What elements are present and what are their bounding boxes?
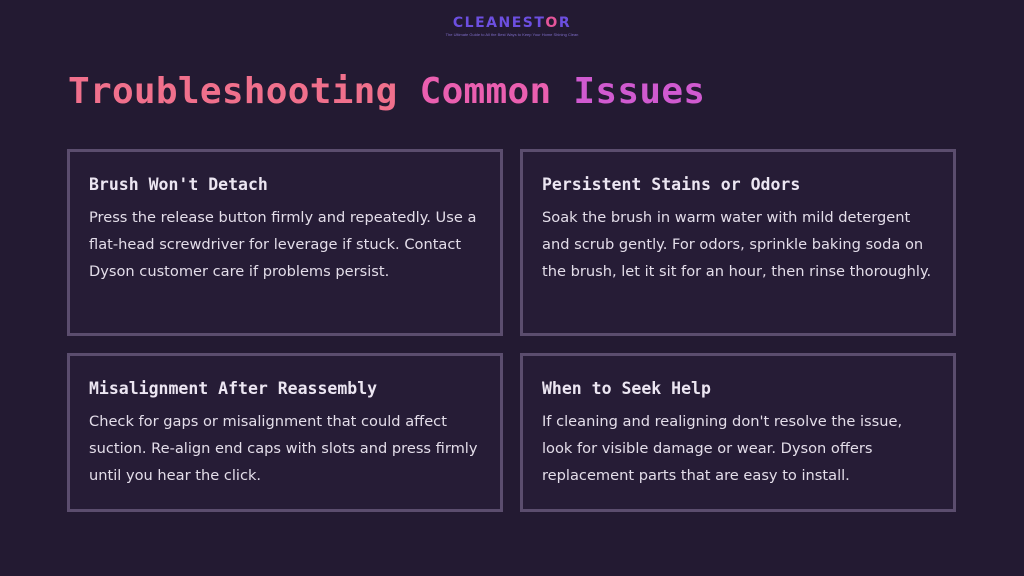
card-seek-help: [520, 353, 956, 512]
card-brush-wont-detach: [67, 149, 503, 336]
card-heading: When to Seek Help: [542, 379, 711, 398]
card-body: Check for gaps or misalignment that could affect suction. Re-align end caps with slots and press firmly until you hear the click.: [89, 413, 478, 484]
logo-part-4: R: [558, 15, 572, 31]
logo-part-3: O: [545, 15, 559, 31]
card-misalignment: [67, 353, 503, 512]
title-word-3: Issues: [573, 71, 706, 112]
card-body: Press the release button firmly and repeatedly. Use a flat-head screwdriver for leverage if stuck. Contact Dyson customer care if problems persist.: [89, 209, 477, 280]
card-heading: Misalignment After Reassembly: [89, 379, 378, 398]
logo-part-1: CLEANES: [452, 15, 535, 31]
card-body: Soak the brush in warm water with mild detergent and scrub gently. For odors, sprinkle baking soda on the brush, let it sit for an hour, then rinse thoroughly.: [542, 209, 932, 280]
card-heading: Brush Won't Detach: [89, 175, 268, 194]
brand-logo: [0, 14, 1024, 38]
title-word-2: Common: [419, 71, 552, 112]
card-heading: Persistent Stains or Odors: [542, 175, 801, 194]
title-word-1: Troubleshooting: [68, 71, 398, 112]
card-body: If cleaning and realigning don't resolve the issue, look for visible damage or wear. Dyson offers replacement parts that are easy to install.: [542, 413, 903, 484]
logo-tagline: The Ultimate Guide to All the Best Ways to Keep Your Home Shining Clean: [445, 32, 579, 37]
card-persistent-stains: [520, 149, 956, 336]
logo-part-2: T: [534, 15, 546, 31]
logo-wordmark: [0, 14, 1024, 32]
page-title: [68, 70, 705, 114]
